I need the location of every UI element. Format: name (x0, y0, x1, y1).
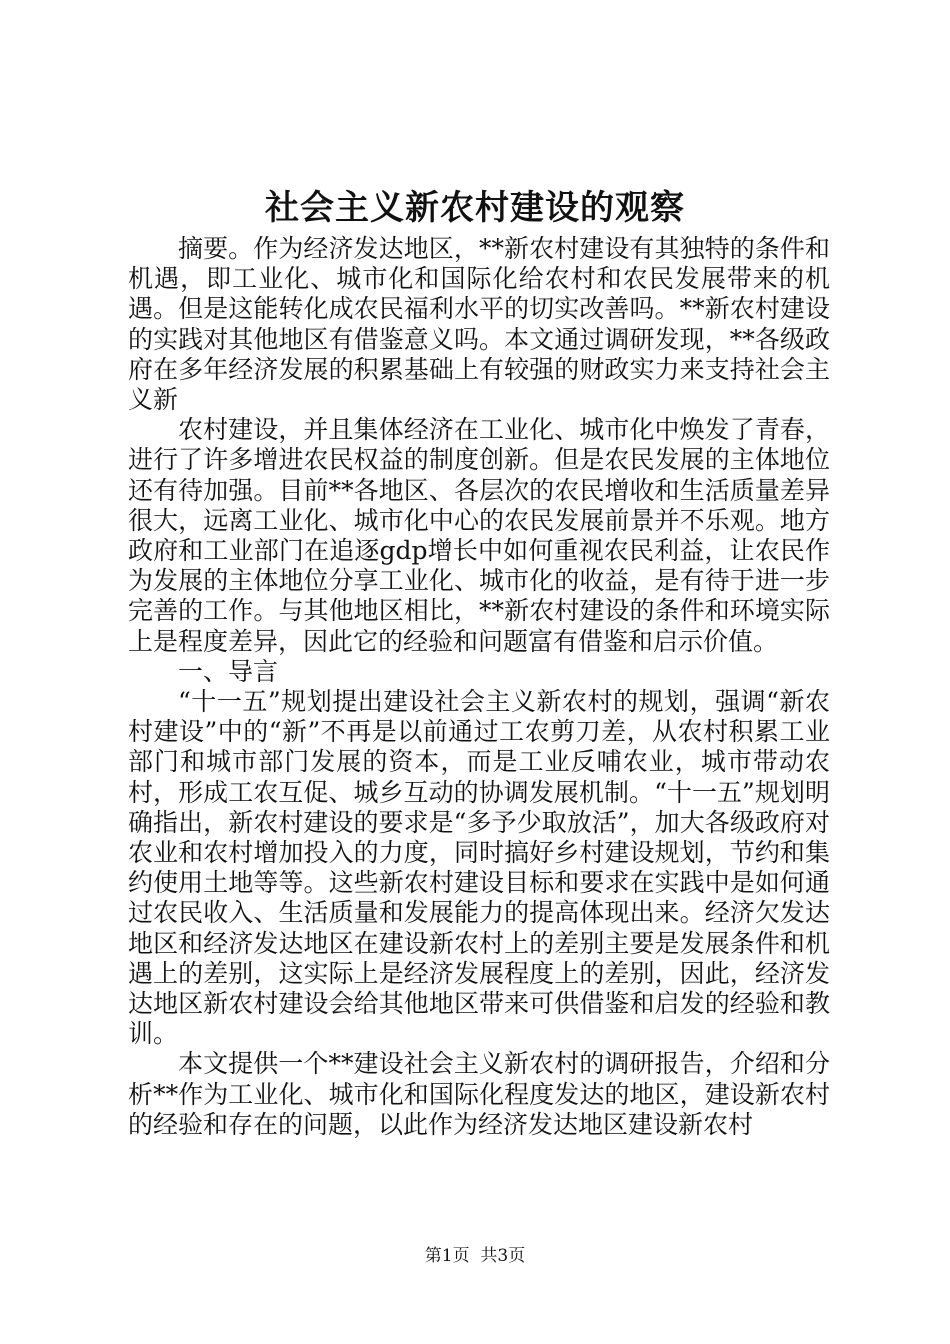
paragraph-abstract-continued: 农村建设，并且集体经济在工业化、城市化中焕发了青春，进行了许多增进农民权益的制度创新。但是农民发展的主体地位还有待加强。目前**各地区、各层次的农民增收和生活质量差异很大，远离工业化、城市化中心的农民发展前景并不乐观。地方政府和工业部门在追逐gdp增长中如何重视农民利益，让农民作为发展的主体地位分享工业化、城市化的收益，是有待于进一步完善的工作。与其他地区相比，**新农村建设的条件和环境实际上是程度差异，因此它的经验和问题富有借鉴和启示价值。 (128, 415, 830, 656)
paragraph-report-overview: 本文提供一个**建设社会主义新农村的调研报告，介绍和分析**作为工业化、城市化和国际化程度发达的地区，建设新农村的经验和存在的问题，以此作为经济发达地区建设新农村 (128, 1049, 830, 1139)
footer-separator (470, 1246, 481, 1266)
paragraph-abstract: 摘要。作为经济发达地区，**新农村建设有其独特的条件和机遇，即工业化、城市化和国际化给农村和农民发展带来的机遇。但是这能转化成农民福利水平的切实改善吗。**新农村建设的实践对其他地区有借鉴意义吗。本文通过调研发现，**各级政府在多年经济发展的积累基础上有较强的财政实力来支持社会主义新 (128, 234, 830, 415)
document-body (128, 234, 830, 1140)
document-title: 社会主义新农村建设的观察 (265, 188, 685, 228)
paragraph-introduction: “十一五”规划提出建设社会主义新农村的规划，强调“新农村建设”中的“新”不再是以前通过工农剪刀差，从农村积累工业部门和城市部门发展的资本，而是工业反哺农业，城市带动农村，形成工农互促、城乡互动的协调发展机制。“十一五”规划明确指出，新农村建设的要求是“多予少取放活”，加大各级政府对农业和农村增加投入的力度，同时搞好乡村建设规划，节约和集约使用土地等等。这些新农村建设目标和要求在实践中是如何通过农民收入、生活质量和发展能力的提高体现出来。经济欠发达地区和经济发达地区在建设新农村上的差别主要是发展条件和机遇上的差别，这实际上是经济发展程度上的差别，因此，经济发达地区新农村建设会给其他地区带来可供借鉴和启发的经验和教训。 (128, 687, 830, 1049)
page-total: 共3页 (480, 1246, 526, 1266)
page-number: 第1页 (424, 1246, 470, 1266)
page-footer (0, 1244, 950, 1268)
section-heading-introduction: 一、导言 (178, 656, 279, 686)
